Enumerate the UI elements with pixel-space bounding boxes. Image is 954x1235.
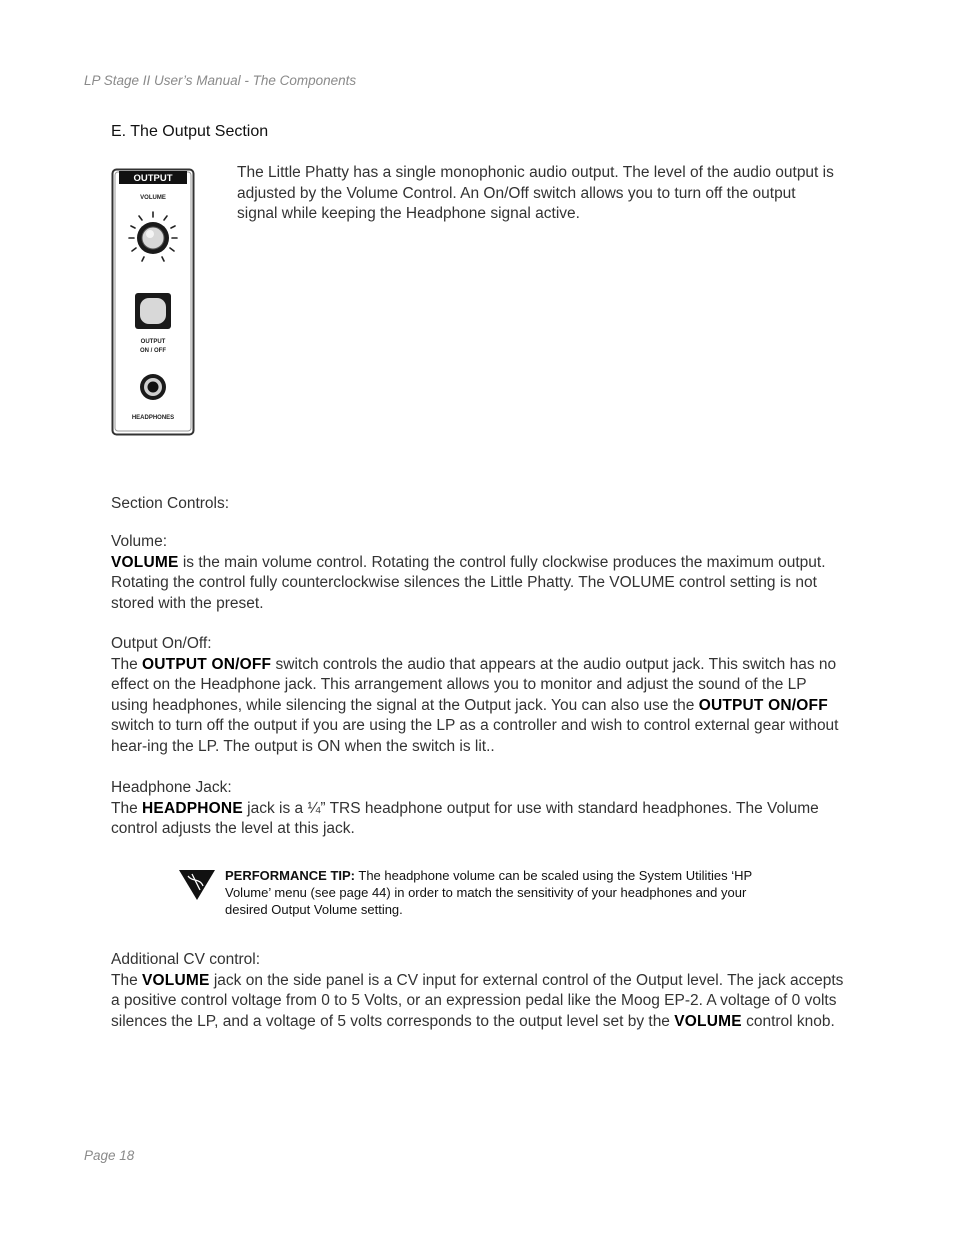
cv-post: control knob. <box>741 1012 835 1030</box>
volume-description: is the main volume control. Rotating the control fully clockwise produces the maximum output. Rotating the control fully counterclockwise silences the Little Phatty. The VOLUME control setting is not stored with the preset. <box>111 553 826 612</box>
output-onoff-mid: switch controls the audio that appears at the audio output jack. This switch has no effect on the Headphone jack. This arrangement allows you to monitor and adjust the sound of the LP using headphones, while silencing the signal at the Output jack. You can also use the <box>111 655 837 714</box>
intro-paragraph: The Little Phatty has a single monophonic audio output. The level of the audio output is adjusted by the Volume Control. An On/Off switch allows you to turn off the output signal while keeping the Headphone signal active. <box>237 164 834 222</box>
running-head: LP Stage II User’s Manual - The Components <box>84 73 357 88</box>
panel-switch-label-2: ON / OFF <box>140 348 166 354</box>
section-title: E. The Output Section <box>111 123 269 140</box>
moog-tip-icon <box>178 868 216 902</box>
output-onoff-heading: Output On/Off: <box>111 635 212 652</box>
headphone-keyword: HEADPHONE <box>142 799 243 817</box>
headphone-post: jack is a ¼” TRS headphone output for use with standard headphones. The Volume control adjusts the level at this jack. <box>111 799 819 837</box>
cv-pre: The <box>111 971 143 989</box>
output-panel-illustration <box>111 168 195 436</box>
cv-section <box>111 950 846 1032</box>
output-onoff-keyword-2: OUTPUT ON/OFF <box>698 696 828 714</box>
performance-tip <box>225 867 785 918</box>
section-controls-heading: Section Controls: <box>111 495 230 512</box>
headphone-heading: Headphone Jack: <box>111 779 232 796</box>
headphone-pre: The <box>111 799 143 817</box>
tip-label: PERFORMANCE TIP: <box>225 868 355 883</box>
cv-heading: Additional CV control: <box>111 951 261 968</box>
panel-jack-label: HEADPHONES <box>131 415 175 421</box>
panel-switch-label-1: OUTPUT <box>140 339 166 345</box>
output-onoff-keyword-1: OUTPUT ON/OFF <box>142 655 272 673</box>
output-onoff-post: switch to turn off the output if you are using the LP as a controller and wish to control external gear without hear-ing the LP. The output is ON when the switch is lit.. <box>111 717 839 755</box>
cv-keyword-1: VOLUME <box>142 971 210 989</box>
tip-text: The headphone volume can be scaled using the System Utilities ‘HP Volume’ menu (see page 44) in order to match the sensitivity of your headphones and your desired Output Volume setting. <box>225 868 752 917</box>
headphone-section <box>111 778 846 840</box>
headphone-text <box>111 799 846 840</box>
volume-section <box>111 532 846 614</box>
page-number: Page 18 <box>84 1148 135 1163</box>
output-onoff-section <box>111 634 846 757</box>
cv-text <box>111 971 846 1033</box>
volume-text <box>111 553 846 615</box>
cv-keyword-2: VOLUME <box>674 1012 742 1030</box>
cv-mid: jack on the side panel is a CV input for external control of the Output level. The jack accepts a positive control voltage from 0 to 5 Volts, or an expression pedal like the Moog EP-2. A voltage of 0 volts silences the LP, and a voltage of 5 volts corresponds to the output level set by the <box>111 971 844 1030</box>
panel-title: OUTPUT <box>133 173 173 184</box>
output-onoff-text <box>111 655 846 758</box>
output-onoff-pre: The <box>111 655 143 673</box>
panel-volume-label: VOLUME <box>140 195 166 201</box>
volume-keyword: VOLUME <box>111 553 179 571</box>
volume-heading: Volume: <box>111 533 168 550</box>
